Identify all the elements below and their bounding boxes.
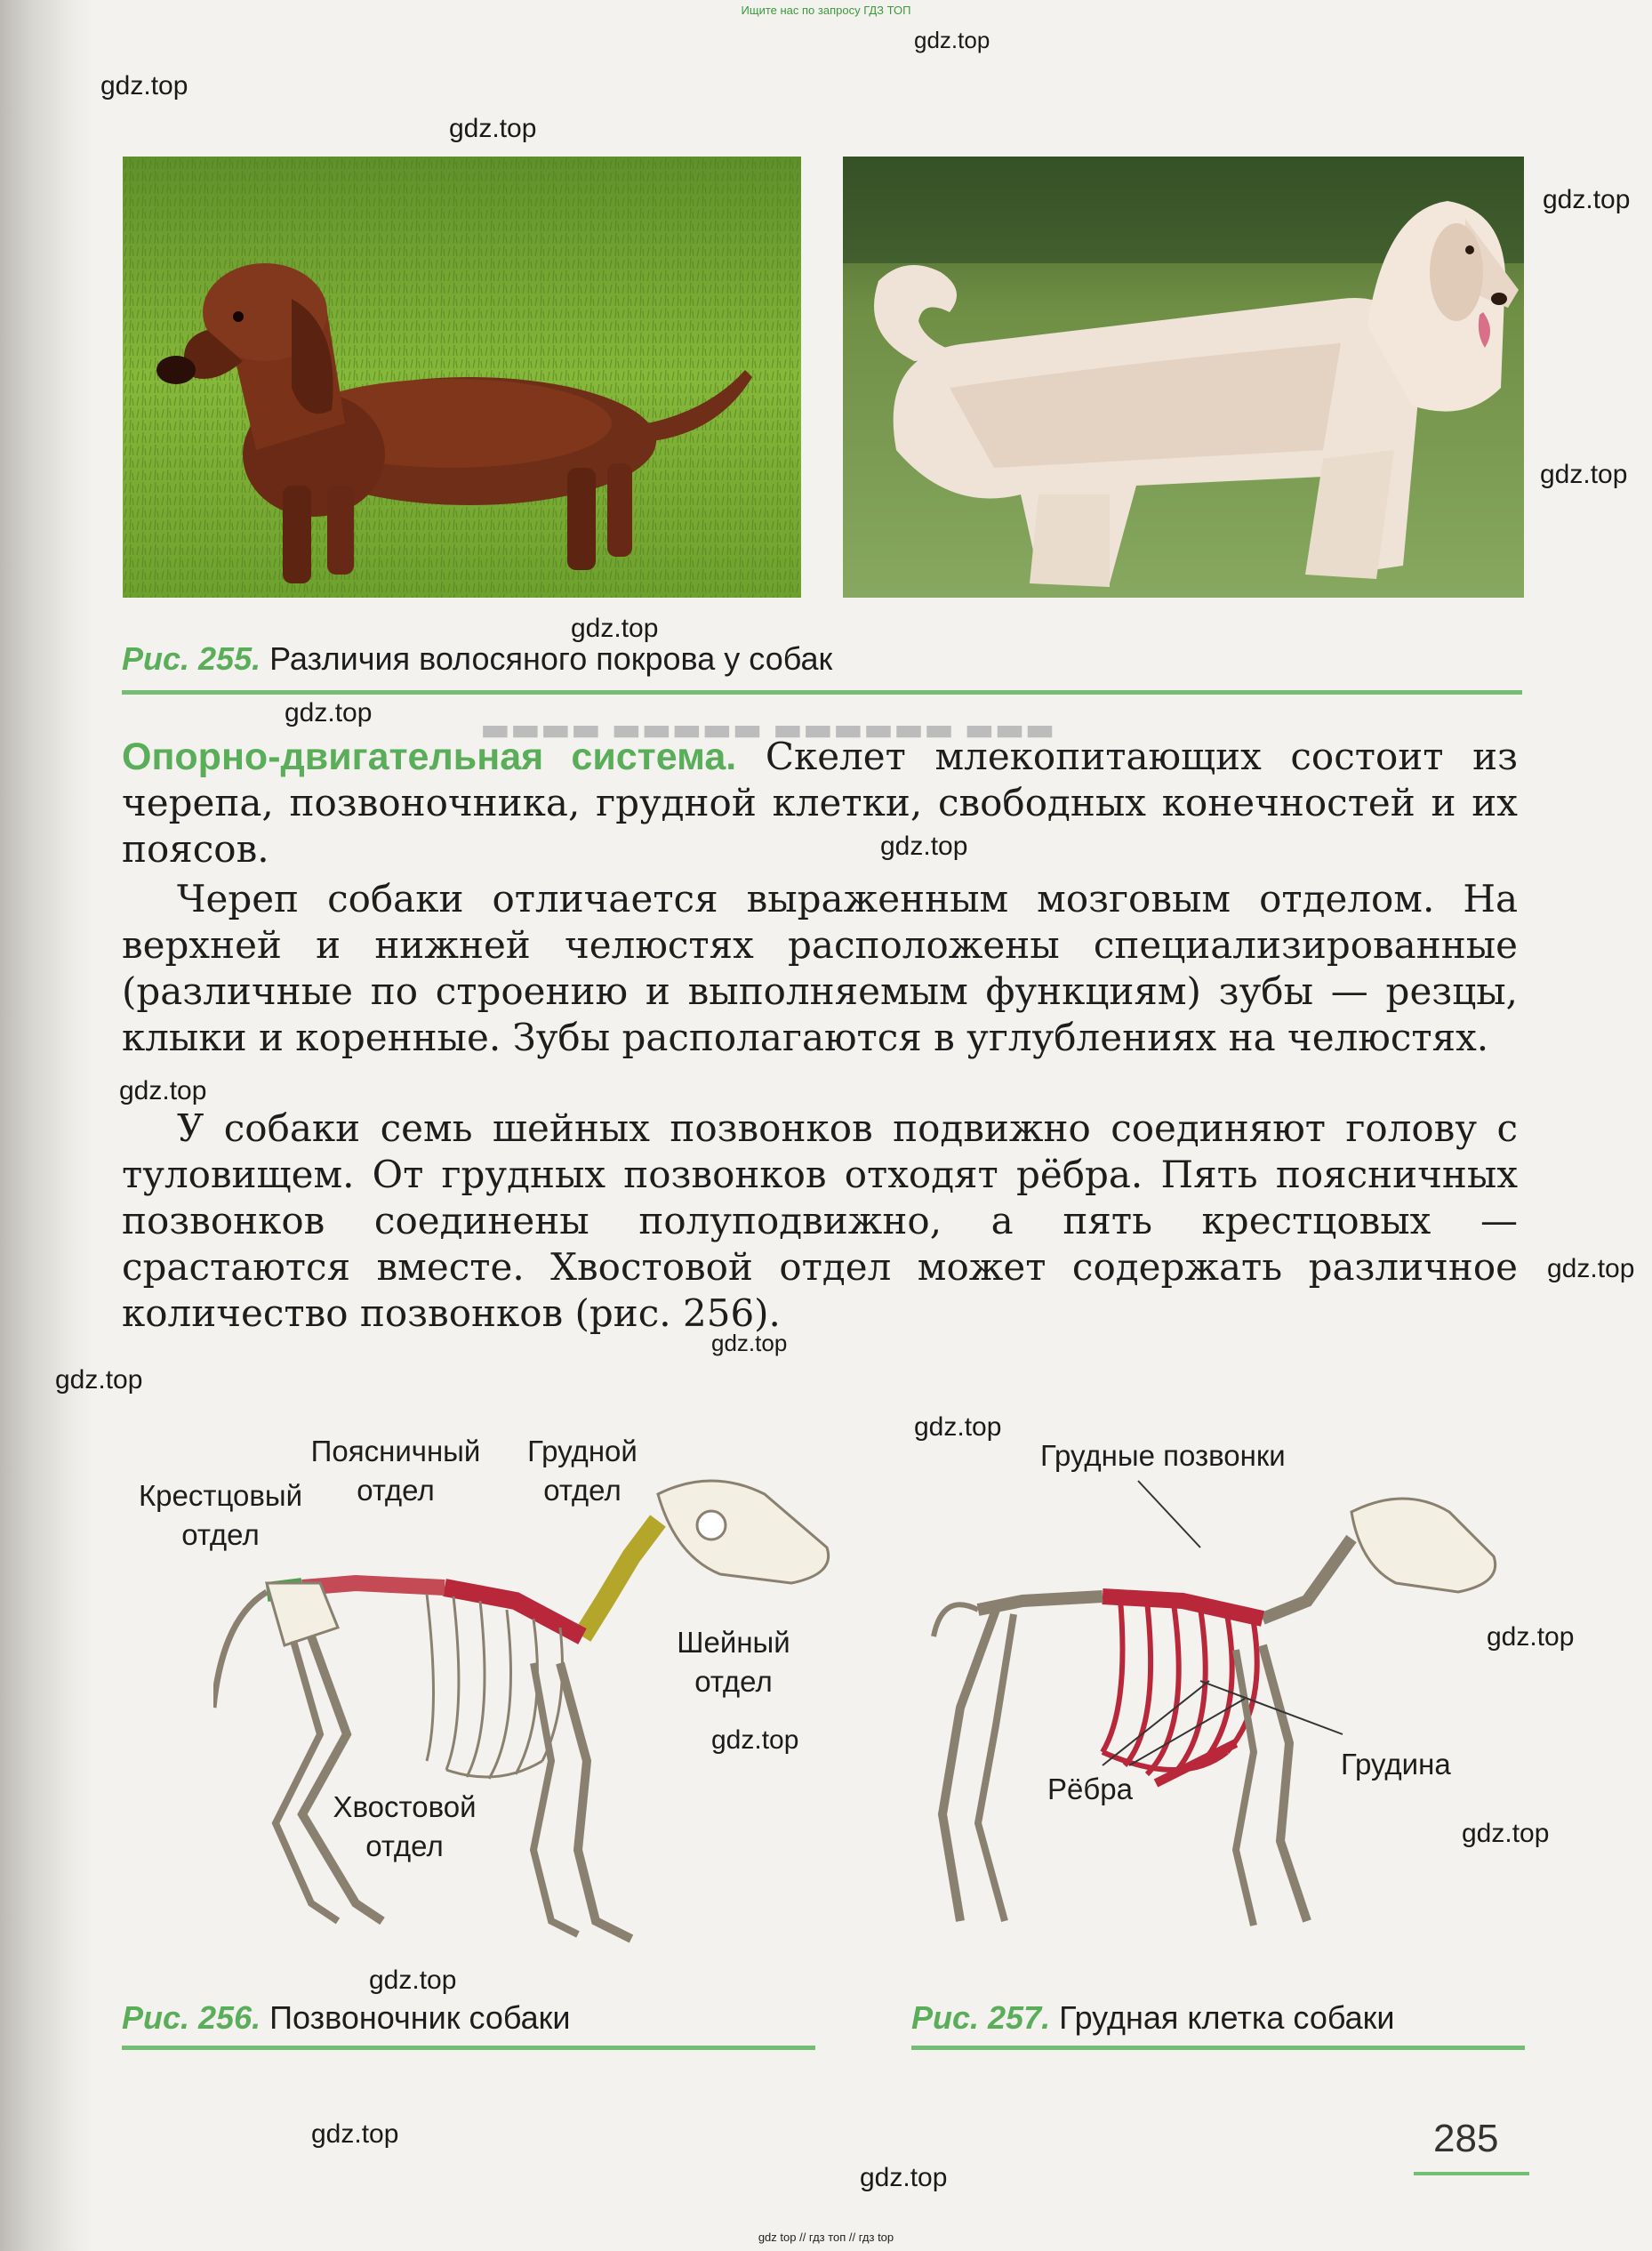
watermark: gdz.top bbox=[1543, 185, 1631, 214]
bleed-through-decoration: ▬▬▬ ▬▬▬▬▬▬ ▬▬▬▬▬ ▬▬▬▬ bbox=[480, 711, 1055, 748]
watermark: gdz.top bbox=[449, 114, 537, 143]
fig256-rule bbox=[122, 2046, 815, 2050]
label-tail: Хвостовой отдел bbox=[333, 1790, 477, 1862]
fig257-rule bbox=[911, 2046, 1525, 2050]
watermark: gdz.top bbox=[914, 1412, 1002, 1442]
fig255-text: Различия волосяного покрова у собак bbox=[269, 640, 833, 677]
paragraph-1-text: Скелет млекопитающих состоит из черепа, позвоночника, грудной клетки, свободных конечностей и их поясов. bbox=[122, 735, 1519, 871]
page-number-rule bbox=[1414, 2172, 1529, 2175]
top-search-hint: Ищите нас по запросу ГДЗ ТОП bbox=[741, 4, 911, 17]
watermark: gdz.top bbox=[55, 1365, 143, 1395]
label-sacral: Крестцовый отдел bbox=[138, 1479, 303, 1551]
watermark: gdz.top bbox=[1540, 460, 1628, 489]
paragraph-3-text: У собаки семь шейных позвонков подвижно соединяют голову с туловищем. От грудных позвонков отходят рёбра. Пять поясничных позвонков соединены полуподвижно, а пять крестцовых — срастаются вместе. Хвостовой отдел может содержать различное количество позвонков (рис. 256). bbox=[122, 1106, 1518, 1335]
watermark: gdz.top bbox=[311, 2119, 399, 2149]
label-cervical: Шейный отдел bbox=[677, 1626, 790, 1698]
afghan-hound-photo bbox=[843, 157, 1524, 598]
section-heading: Опорно-двигательная система. bbox=[122, 736, 737, 778]
watermark: gdz.top bbox=[1487, 1622, 1575, 1652]
fig257-number: Рис. 257. bbox=[911, 1999, 1051, 2036]
label-thoracic-vertebrae: Грудные позвонки bbox=[1040, 1439, 1286, 1472]
label-sternum: Грудина bbox=[1341, 1748, 1451, 1781]
watermark: gdz.top bbox=[285, 698, 373, 728]
page-number: 285 bbox=[1433, 2117, 1499, 2160]
label-ribs: Рёбра bbox=[1047, 1773, 1133, 1805]
book-spine-shadow bbox=[0, 0, 93, 2251]
watermark: gdz.top bbox=[571, 614, 659, 643]
watermark: gdz.top bbox=[711, 1330, 788, 1356]
watermark: gdz.top bbox=[1462, 1819, 1550, 1848]
bottom-footer-watermark: gdz top // гдз топ // гдз top bbox=[758, 2231, 894, 2244]
watermark: gdz.top bbox=[1547, 1254, 1635, 1283]
watermark: gdz.top bbox=[860, 2163, 948, 2192]
fig255-rule bbox=[122, 690, 1522, 695]
fig257-caption bbox=[911, 1999, 1395, 2037]
paragraph-3 bbox=[122, 1105, 1518, 1337]
label-lumbar: Поясничный отдел bbox=[310, 1435, 481, 1507]
dachshund-photo bbox=[123, 157, 801, 598]
watermark: gdz.top bbox=[100, 71, 188, 100]
fig256-text: Позвоночник собаки bbox=[269, 1999, 571, 2036]
watermark: gdz.top bbox=[369, 1966, 457, 1995]
fig256-caption bbox=[122, 1999, 571, 2037]
watermark: gdz.top bbox=[119, 1076, 207, 1105]
watermark: gdz.top bbox=[880, 832, 968, 861]
paragraph-2 bbox=[122, 876, 1518, 1061]
fig256-number: Рис. 256. bbox=[122, 1999, 261, 2036]
fig255-number: Рис. 255. bbox=[122, 640, 261, 677]
watermark: gdz.top bbox=[711, 1725, 799, 1755]
fig257-text: Грудная клетка собаки bbox=[1059, 1999, 1395, 2036]
label-thoracic: Грудной отдел bbox=[527, 1435, 638, 1507]
fig255-caption bbox=[122, 640, 832, 678]
watermark: gdz.top bbox=[914, 27, 990, 53]
fig257-leader-lines bbox=[1067, 1476, 1529, 1779]
paragraph-2-text: Череп собаки отличается выраженным мозговым отделом. На верхней и нижней челюстях расположены специализированные (различные по строению и выполняемым функциям) зубы — резцы, клыки и коренные. Зубы располагаются в углублениях на челюстях. bbox=[122, 877, 1518, 1059]
paragraph-1 bbox=[122, 734, 1518, 872]
